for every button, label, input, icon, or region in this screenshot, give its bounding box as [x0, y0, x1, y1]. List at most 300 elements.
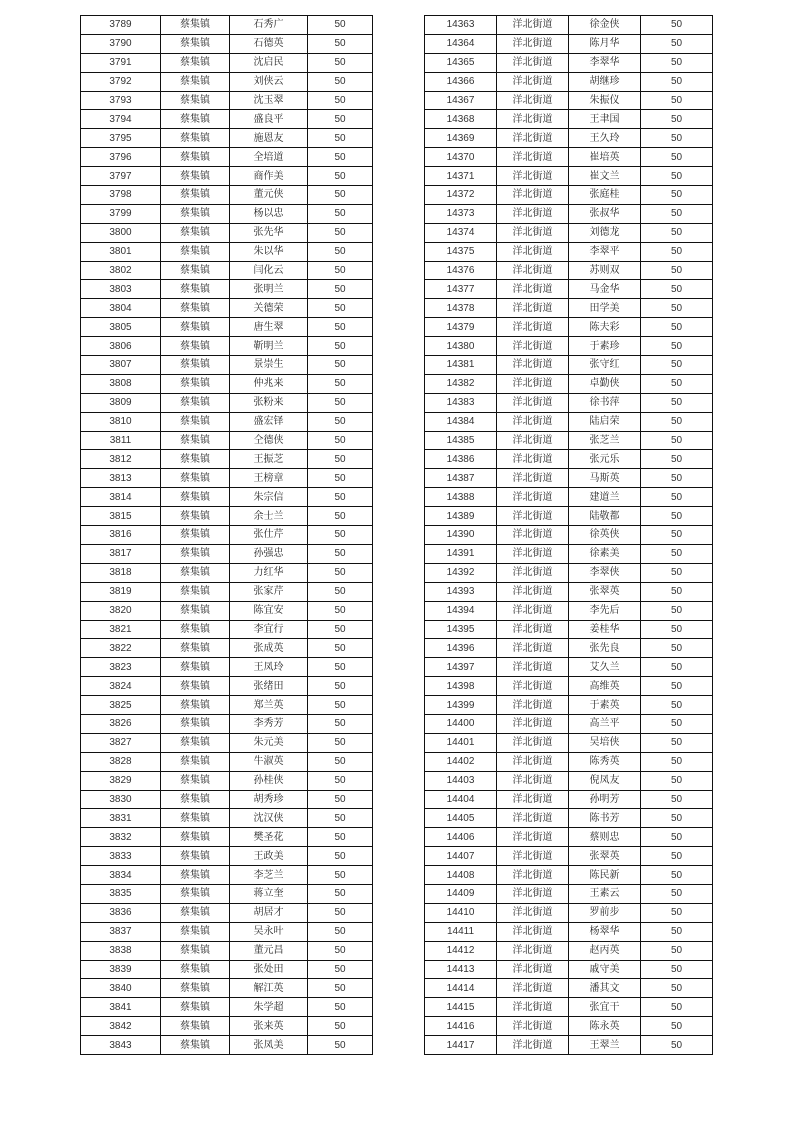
amount-cell: 50 — [308, 53, 373, 72]
amount-cell: 50 — [308, 563, 373, 582]
town-cell: 洋北街道 — [497, 582, 569, 601]
name-cell: 石秀广 — [230, 16, 308, 35]
town-cell: 洋北街道 — [497, 563, 569, 582]
table-row — [425, 412, 713, 431]
id-cell: 3838 — [81, 941, 161, 960]
table-row — [425, 526, 713, 545]
amount-cell: 50 — [641, 847, 713, 866]
id-cell: 3818 — [81, 563, 161, 582]
amount-cell: 50 — [641, 299, 713, 318]
id-cell: 14373 — [425, 204, 497, 223]
town-cell: 洋北街道 — [497, 72, 569, 91]
table-row — [81, 431, 373, 450]
town-cell: 洋北街道 — [497, 337, 569, 356]
name-cell: 张先良 — [569, 639, 641, 658]
id-cell: 14379 — [425, 318, 497, 337]
id-cell: 3827 — [81, 733, 161, 752]
id-cell: 14398 — [425, 677, 497, 696]
town-cell: 洋北街道 — [497, 299, 569, 318]
name-cell: 李先后 — [569, 601, 641, 620]
table-row — [425, 223, 713, 242]
id-cell: 3803 — [81, 280, 161, 299]
table-row — [425, 53, 713, 72]
name-cell: 朱学超 — [230, 998, 308, 1017]
name-cell: 张仕芹 — [230, 526, 308, 545]
amount-cell: 50 — [308, 337, 373, 356]
id-cell: 14376 — [425, 261, 497, 280]
town-cell: 洋北街道 — [497, 1036, 569, 1055]
name-cell: 杨以忠 — [230, 204, 308, 223]
town-cell: 洋北街道 — [497, 998, 569, 1017]
town-cell: 蔡集镇 — [161, 393, 230, 412]
town-cell: 蔡集镇 — [161, 790, 230, 809]
name-cell: 吴永叶 — [230, 922, 308, 941]
table-row — [81, 620, 373, 639]
amount-cell: 50 — [308, 960, 373, 979]
id-cell: 3828 — [81, 752, 161, 771]
amount-cell: 50 — [308, 677, 373, 696]
amount-cell: 50 — [641, 261, 713, 280]
id-cell: 14397 — [425, 658, 497, 677]
id-cell: 3819 — [81, 582, 161, 601]
table-row — [81, 884, 373, 903]
table-row — [81, 337, 373, 356]
id-cell: 3808 — [81, 374, 161, 393]
town-cell: 蔡集镇 — [161, 356, 230, 375]
id-cell: 14372 — [425, 186, 497, 205]
town-cell: 蔡集镇 — [161, 34, 230, 53]
table-row — [81, 998, 373, 1017]
name-cell: 王凤玲 — [230, 658, 308, 677]
table-row — [425, 903, 713, 922]
amount-cell: 50 — [308, 393, 373, 412]
amount-cell: 50 — [641, 733, 713, 752]
amount-cell: 50 — [308, 223, 373, 242]
amount-cell: 50 — [641, 790, 713, 809]
name-cell: 沈启民 — [230, 53, 308, 72]
amount-cell: 50 — [641, 809, 713, 828]
name-cell: 苏则双 — [569, 261, 641, 280]
name-cell: 胡秀珍 — [230, 790, 308, 809]
amount-cell: 50 — [308, 488, 373, 507]
town-cell: 洋北街道 — [497, 960, 569, 979]
town-cell: 蔡集镇 — [161, 469, 230, 488]
name-cell: 高兰平 — [569, 714, 641, 733]
town-cell: 洋北街道 — [497, 696, 569, 715]
id-cell: 3813 — [81, 469, 161, 488]
name-cell: 王榜章 — [230, 469, 308, 488]
table-row — [425, 922, 713, 941]
town-cell: 洋北街道 — [497, 903, 569, 922]
name-cell: 关德荣 — [230, 299, 308, 318]
id-cell: 14413 — [425, 960, 497, 979]
town-cell: 洋北街道 — [497, 733, 569, 752]
id-cell: 3832 — [81, 828, 161, 847]
amount-cell: 50 — [641, 16, 713, 35]
table-row — [425, 752, 713, 771]
id-cell: 3833 — [81, 847, 161, 866]
table-row — [425, 847, 713, 866]
table-row — [81, 393, 373, 412]
amount-cell: 50 — [308, 696, 373, 715]
table-row — [425, 488, 713, 507]
amount-cell: 50 — [308, 733, 373, 752]
name-cell: 李宜行 — [230, 620, 308, 639]
town-cell: 洋北街道 — [497, 544, 569, 563]
town-cell: 蔡集镇 — [161, 677, 230, 696]
id-cell: 3805 — [81, 318, 161, 337]
table-row — [425, 941, 713, 960]
id-cell: 14371 — [425, 167, 497, 186]
id-cell: 14396 — [425, 639, 497, 658]
amount-cell: 50 — [641, 374, 713, 393]
name-cell: 张粉来 — [230, 393, 308, 412]
id-cell: 3824 — [81, 677, 161, 696]
id-cell: 3797 — [81, 167, 161, 186]
amount-cell: 50 — [308, 866, 373, 885]
amount-cell: 50 — [641, 431, 713, 450]
name-cell: 沈玉翠 — [230, 91, 308, 110]
amount-cell: 50 — [641, 582, 713, 601]
name-cell: 王聿国 — [569, 110, 641, 129]
amount-cell: 50 — [308, 280, 373, 299]
name-cell: 徐书萍 — [569, 393, 641, 412]
amount-cell: 50 — [641, 488, 713, 507]
amount-cell: 50 — [641, 412, 713, 431]
id-cell: 3796 — [81, 148, 161, 167]
amount-cell: 50 — [641, 601, 713, 620]
amount-cell: 50 — [641, 469, 713, 488]
name-cell: 张元乐 — [569, 450, 641, 469]
id-cell: 14409 — [425, 884, 497, 903]
town-cell: 蔡集镇 — [161, 488, 230, 507]
table-row — [425, 563, 713, 582]
id-cell: 3826 — [81, 714, 161, 733]
id-cell: 14386 — [425, 450, 497, 469]
amount-cell: 50 — [641, 507, 713, 526]
amount-cell: 50 — [308, 356, 373, 375]
id-cell: 3829 — [81, 771, 161, 790]
town-cell: 洋北街道 — [497, 16, 569, 35]
town-cell: 洋北街道 — [497, 714, 569, 733]
town-cell: 蔡集镇 — [161, 16, 230, 35]
name-cell: 李秀芳 — [230, 714, 308, 733]
town-cell: 蔡集镇 — [161, 922, 230, 941]
name-cell: 徐素美 — [569, 544, 641, 563]
town-cell: 蔡集镇 — [161, 167, 230, 186]
town-cell: 洋北街道 — [497, 129, 569, 148]
table-row — [81, 696, 373, 715]
amount-cell: 50 — [641, 91, 713, 110]
amount-cell: 50 — [641, 53, 713, 72]
table-row — [81, 488, 373, 507]
name-cell: 张叔华 — [569, 204, 641, 223]
name-cell: 徐金侠 — [569, 16, 641, 35]
amount-cell: 50 — [308, 714, 373, 733]
amount-cell: 50 — [641, 318, 713, 337]
id-cell: 14392 — [425, 563, 497, 582]
table-row — [81, 790, 373, 809]
table-row — [425, 884, 713, 903]
town-cell: 洋北街道 — [497, 431, 569, 450]
town-cell: 洋北街道 — [497, 677, 569, 696]
amount-cell: 50 — [308, 884, 373, 903]
name-cell: 胡继珍 — [569, 72, 641, 91]
town-cell: 洋北街道 — [497, 658, 569, 677]
id-cell: 14394 — [425, 601, 497, 620]
amount-cell: 50 — [308, 544, 373, 563]
id-cell: 3789 — [81, 16, 161, 35]
table-row — [425, 714, 713, 733]
id-cell: 14401 — [425, 733, 497, 752]
amount-cell: 50 — [308, 129, 373, 148]
table-row — [81, 148, 373, 167]
amount-cell: 50 — [308, 374, 373, 393]
town-cell: 洋北街道 — [497, 828, 569, 847]
town-cell: 洋北街道 — [497, 922, 569, 941]
table-row — [425, 242, 713, 261]
id-cell: 14408 — [425, 866, 497, 885]
id-cell: 14407 — [425, 847, 497, 866]
town-cell: 蔡集镇 — [161, 941, 230, 960]
id-cell: 3798 — [81, 186, 161, 205]
name-cell: 闫化云 — [230, 261, 308, 280]
id-cell: 14375 — [425, 242, 497, 261]
name-cell: 牛淑英 — [230, 752, 308, 771]
town-cell: 洋北街道 — [497, 223, 569, 242]
id-cell: 3802 — [81, 261, 161, 280]
town-cell: 洋北街道 — [497, 941, 569, 960]
amount-cell: 50 — [641, 866, 713, 885]
left-table-body — [81, 16, 373, 1055]
id-cell: 14377 — [425, 280, 497, 299]
table-row — [81, 677, 373, 696]
town-cell: 洋北街道 — [497, 34, 569, 53]
id-cell: 3811 — [81, 431, 161, 450]
table-row — [425, 337, 713, 356]
id-cell: 14381 — [425, 356, 497, 375]
name-cell: 姜桂华 — [569, 620, 641, 639]
name-cell: 朱元美 — [230, 733, 308, 752]
table-row — [425, 733, 713, 752]
town-cell: 洋北街道 — [497, 790, 569, 809]
town-cell: 洋北街道 — [497, 110, 569, 129]
id-cell: 14404 — [425, 790, 497, 809]
name-cell: 朱宗信 — [230, 488, 308, 507]
table-row — [425, 393, 713, 412]
amount-cell: 50 — [308, 771, 373, 790]
town-cell: 洋北街道 — [497, 318, 569, 337]
table-row — [425, 639, 713, 658]
amount-cell: 50 — [641, 960, 713, 979]
table-row — [81, 526, 373, 545]
name-cell: 盛宏铎 — [230, 412, 308, 431]
table-row — [425, 91, 713, 110]
town-cell: 蔡集镇 — [161, 979, 230, 998]
amount-cell: 50 — [641, 280, 713, 299]
amount-cell: 50 — [308, 91, 373, 110]
amount-cell: 50 — [641, 148, 713, 167]
table-row — [425, 148, 713, 167]
amount-cell: 50 — [641, 998, 713, 1017]
id-cell: 3794 — [81, 110, 161, 129]
amount-cell: 50 — [308, 809, 373, 828]
table-row — [81, 91, 373, 110]
id-cell: 3840 — [81, 979, 161, 998]
town-cell: 蔡集镇 — [161, 544, 230, 563]
amount-cell: 50 — [308, 526, 373, 545]
table-row — [81, 318, 373, 337]
id-cell: 3801 — [81, 242, 161, 261]
name-cell: 陈民新 — [569, 866, 641, 885]
name-cell: 潘其文 — [569, 979, 641, 998]
table-row — [81, 563, 373, 582]
table-row — [425, 696, 713, 715]
name-cell: 力红华 — [230, 563, 308, 582]
name-cell: 陈月华 — [569, 34, 641, 53]
id-cell: 3817 — [81, 544, 161, 563]
table-row — [425, 507, 713, 526]
amount-cell: 50 — [308, 148, 373, 167]
town-cell: 洋北街道 — [497, 280, 569, 299]
table-row — [81, 903, 373, 922]
id-cell: 3792 — [81, 72, 161, 91]
name-cell: 李翠平 — [569, 242, 641, 261]
id-cell: 14411 — [425, 922, 497, 941]
table-row — [81, 544, 373, 563]
town-cell: 洋北街道 — [497, 771, 569, 790]
town-cell: 蔡集镇 — [161, 828, 230, 847]
table-row — [81, 1017, 373, 1036]
id-cell: 14384 — [425, 412, 497, 431]
id-cell: 3834 — [81, 866, 161, 885]
name-cell: 石德英 — [230, 34, 308, 53]
amount-cell: 50 — [308, 1017, 373, 1036]
town-cell: 蔡集镇 — [161, 526, 230, 545]
id-cell: 14363 — [425, 16, 497, 35]
amount-cell: 50 — [641, 884, 713, 903]
table-row — [425, 204, 713, 223]
table-row — [81, 469, 373, 488]
id-cell: 3800 — [81, 223, 161, 242]
id-cell: 14403 — [425, 771, 497, 790]
name-cell: 张先华 — [230, 223, 308, 242]
amount-cell: 50 — [308, 299, 373, 318]
id-cell: 14374 — [425, 223, 497, 242]
name-cell: 戚守美 — [569, 960, 641, 979]
amount-cell: 50 — [641, 167, 713, 186]
amount-cell: 50 — [641, 129, 713, 148]
table-row — [425, 318, 713, 337]
id-cell: 3837 — [81, 922, 161, 941]
name-cell: 张来英 — [230, 1017, 308, 1036]
amount-cell: 50 — [641, 677, 713, 696]
name-cell: 全培道 — [230, 148, 308, 167]
name-cell: 张成英 — [230, 639, 308, 658]
id-cell: 3809 — [81, 393, 161, 412]
table-row — [81, 639, 373, 658]
amount-cell: 50 — [308, 847, 373, 866]
amount-cell: 50 — [308, 1036, 373, 1055]
name-cell: 孙桂侠 — [230, 771, 308, 790]
name-cell: 张芝兰 — [569, 431, 641, 450]
town-cell: 蔡集镇 — [161, 658, 230, 677]
name-cell: 张翠英 — [569, 847, 641, 866]
id-cell: 14390 — [425, 526, 497, 545]
id-cell: 14389 — [425, 507, 497, 526]
town-cell: 蔡集镇 — [161, 601, 230, 620]
town-cell: 洋北街道 — [497, 601, 569, 620]
amount-cell: 50 — [641, 941, 713, 960]
amount-cell: 50 — [641, 658, 713, 677]
table-row — [425, 450, 713, 469]
table-row — [425, 771, 713, 790]
town-cell: 洋北街道 — [497, 148, 569, 167]
amount-cell: 50 — [308, 601, 373, 620]
name-cell: 陈永英 — [569, 1017, 641, 1036]
name-cell: 胡居才 — [230, 903, 308, 922]
town-cell: 洋北街道 — [497, 450, 569, 469]
town-cell: 洋北街道 — [497, 356, 569, 375]
id-cell: 14367 — [425, 91, 497, 110]
table-row — [425, 998, 713, 1017]
name-cell: 景崇生 — [230, 356, 308, 375]
id-cell: 14364 — [425, 34, 497, 53]
id-cell: 3790 — [81, 34, 161, 53]
town-cell: 洋北街道 — [497, 979, 569, 998]
id-cell: 3799 — [81, 204, 161, 223]
name-cell: 陆敬都 — [569, 507, 641, 526]
name-cell: 董元昌 — [230, 941, 308, 960]
name-cell: 王素云 — [569, 884, 641, 903]
id-cell: 3830 — [81, 790, 161, 809]
id-cell: 3836 — [81, 903, 161, 922]
amount-cell: 50 — [308, 469, 373, 488]
town-cell: 洋北街道 — [497, 809, 569, 828]
id-cell: 14380 — [425, 337, 497, 356]
amount-cell: 50 — [641, 752, 713, 771]
table-row — [81, 204, 373, 223]
amount-cell: 50 — [308, 450, 373, 469]
name-cell: 王政美 — [230, 847, 308, 866]
town-cell: 蔡集镇 — [161, 431, 230, 450]
table-row — [81, 53, 373, 72]
name-cell: 李翠华 — [569, 53, 641, 72]
table-row — [81, 960, 373, 979]
town-cell: 蔡集镇 — [161, 91, 230, 110]
table-row — [425, 582, 713, 601]
town-cell: 蔡集镇 — [161, 847, 230, 866]
name-cell: 张凤美 — [230, 1036, 308, 1055]
amount-cell: 50 — [308, 998, 373, 1017]
name-cell: 陈秀英 — [569, 752, 641, 771]
amount-cell: 50 — [641, 714, 713, 733]
id-cell: 3804 — [81, 299, 161, 318]
id-cell: 14378 — [425, 299, 497, 318]
town-cell: 洋北街道 — [497, 53, 569, 72]
town-cell: 蔡集镇 — [161, 866, 230, 885]
name-cell: 盛良平 — [230, 110, 308, 129]
town-cell: 洋北街道 — [497, 620, 569, 639]
amount-cell: 50 — [641, 186, 713, 205]
name-cell: 仝德侠 — [230, 431, 308, 450]
name-cell: 徐英侠 — [569, 526, 641, 545]
name-cell: 王翠兰 — [569, 1036, 641, 1055]
name-cell: 崔培英 — [569, 148, 641, 167]
town-cell: 洋北街道 — [497, 412, 569, 431]
amount-cell: 50 — [641, 1017, 713, 1036]
town-cell: 蔡集镇 — [161, 507, 230, 526]
